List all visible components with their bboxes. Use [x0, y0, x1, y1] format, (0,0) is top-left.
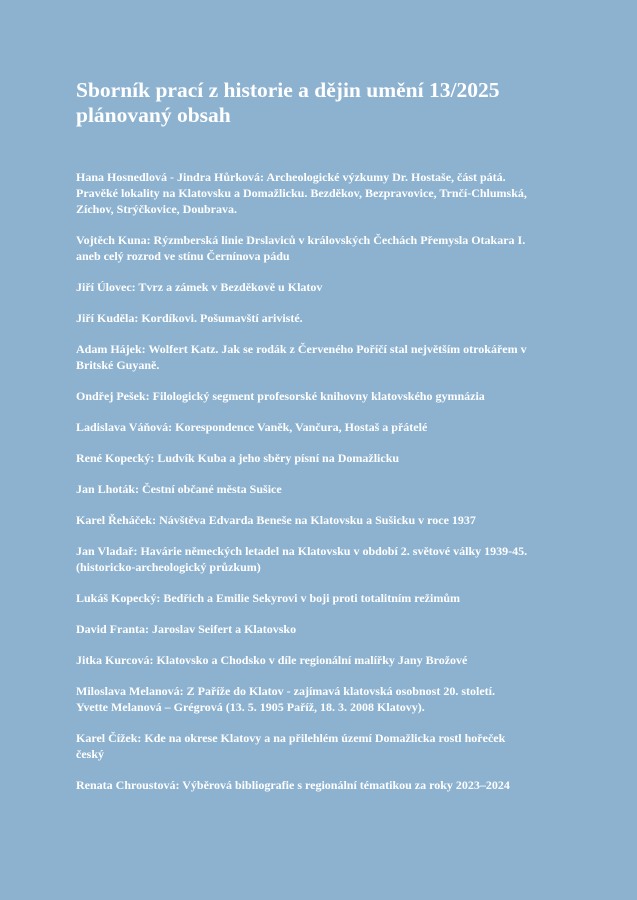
entry-line: Jiří Úlovec: Tvrz a zámek v Bezděkově u Klatov [76, 280, 323, 294]
entry-line: Jan Lhoták: Čestní občané města Sušice [76, 482, 282, 496]
entry-line: Jitka Kurcová: Klatovsko a Chodsko v díle regionální malířky Jany Brožové [76, 653, 468, 667]
contents-entry [76, 590, 577, 606]
entry-line: Vojtěch Kuna: Rýzmberská linie Drslaviců v královských Čechách Přemysla Otakara I. [76, 233, 526, 247]
entry-line: Yvette Melanová – Grégrová (13. 5. 1905 Paříž, 18. 3. 2008 Klatovy). [76, 700, 425, 714]
entry-line: Renata Chroustová: Výběrová bibliografie s regionální tématikou za roky 2023–2024 [76, 778, 510, 792]
title-line-2: plánovaný obsah [76, 103, 231, 127]
contents-entry [76, 341, 577, 373]
entry-line: Adam Hájek: Wolfert Katz. Jak se rodák z Červeného Poříčí stal největším otrokářem v [76, 342, 527, 356]
contents-entry [76, 232, 577, 264]
entry-line: (historicko-archeologický průzkum) [76, 560, 261, 574]
page-title [76, 78, 577, 128]
entry-line: Pravěké lokality na Klatovsku a Domažlicku. Bezděkov, Bezpravovice, Trnčí-Chlumská, [76, 186, 527, 200]
contents-entry [76, 652, 577, 668]
entry-line: Zíchov, Strýčkovice, Doubrava. [76, 202, 237, 216]
entry-line: Ondřej Pešek: Filologický segment profesorské knihovny klatovského gymnázia [76, 389, 485, 403]
contents-entry [76, 419, 577, 435]
entry-line: Hana Hosnedlová - Jindra Hůrková: Archeologické výzkumy Dr. Hostaše, část pátá. [76, 170, 506, 184]
contents-entry [76, 621, 577, 637]
entry-line: Karel Řeháček: Návštěva Edvarda Beneše na Klatovsku a Sušicku v roce 1937 [76, 513, 476, 527]
entry-line: aneb celý rozrod ve stínu Černínova pádu [76, 249, 290, 263]
entry-line: Miloslava Melanová: Z Paříže do Klatov - zajímavá klatovská osobnost 20. století. [76, 684, 495, 698]
contents-entry [76, 388, 577, 404]
entry-line: Ladislava Váňová: Korespondence Vaněk, Vančura, Hostaš a přátelé [76, 420, 428, 434]
entry-line: Karel Čížek: Kde na okrese Klatovy a na přilehlém území Domažlicka rostl hořeček [76, 731, 506, 745]
contents-entry [76, 777, 577, 793]
contents-entry [76, 169, 577, 217]
contents-entry [76, 543, 577, 575]
contents-entry [76, 730, 577, 762]
contents-entry [76, 310, 577, 326]
entry-line: Jan Vladař: Havárie německých letadel na Klatovsku v období 2. světové války 1939-45. [76, 544, 528, 558]
entry-line: Britské Guyaně. [76, 358, 160, 372]
entry-line: český [76, 747, 104, 761]
contents-entry [76, 512, 577, 528]
contents-entry [76, 279, 577, 295]
entry-line: Lukáš Kopecký: Bedřich a Emilie Sekyrovi v boji proti totalitním režimům [76, 591, 460, 605]
contents-entry [76, 683, 577, 715]
contents-entry [76, 450, 577, 466]
contents-entry [76, 481, 577, 497]
entry-line: Jiří Kuděla: Kordíkovi. Pošumavští arivisté. [76, 311, 303, 325]
contents-list [76, 169, 577, 793]
entry-line: René Kopecký: Ludvík Kuba a jeho sběry písní na Domažlicku [76, 451, 400, 465]
entry-line: David Franta: Jaroslav Seifert a Klatovsko [76, 622, 297, 636]
title-line-1: Sborník prací z historie a dějin umění 13/2025 [76, 78, 500, 102]
